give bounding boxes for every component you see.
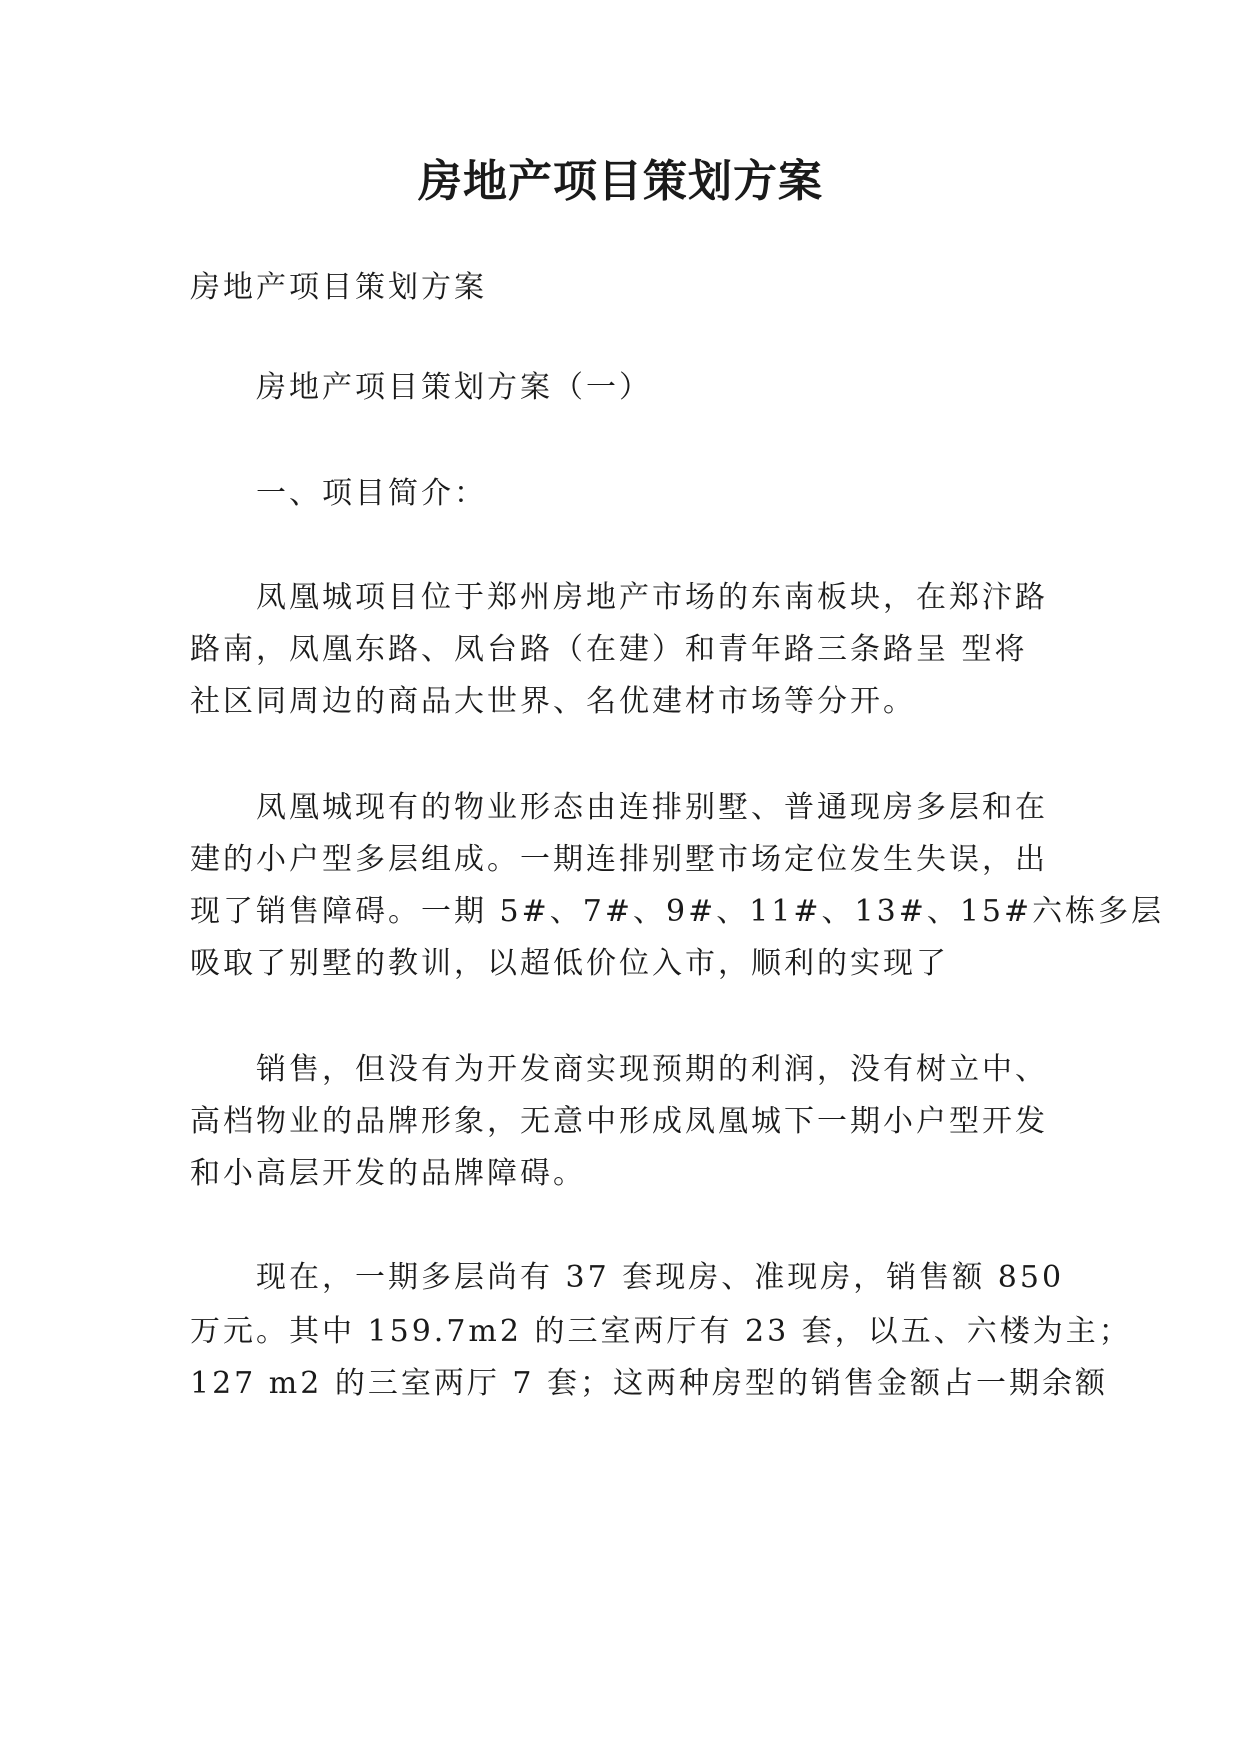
section-heading: 一、项目简介： <box>256 476 487 511</box>
paragraph-line: 现在，一期多层尚有 37 套现房、准现房，销售额 850 <box>256 1260 1065 1295</box>
document-subtitle: 房地产项目策划方案 <box>190 270 487 305</box>
paragraph-line: 凤凰城现有的物业形态由连排别墅、普通现房多层和在 <box>256 790 1048 825</box>
paragraph-line: 现了销售障碍。一期 5#、7#、9#、11#、13#、15#六栋多层 <box>190 894 1165 929</box>
paragraph-line: 127 m2 的三室两厅 7 套；这两种房型的销售金额占一期余额 <box>190 1366 1109 1401</box>
paragraph-line: 万元。其中 159.7m2 的三室两厅有 23 套，以五、六楼为主； <box>190 1314 1132 1349</box>
paragraph-line: 高档物业的品牌形象，无意中形成凤凰城下一期小户型开发 <box>190 1104 1048 1139</box>
paragraph-line: 路南，凤凰东路、凤台路（在建）和青年路三条路呈 型将 <box>190 632 1028 667</box>
document-title: 房地产项目策划方案 <box>418 156 823 207</box>
paragraph-line: 凤凰城项目位于郑州房地产市场的东南板块，在郑汴路 <box>256 580 1048 615</box>
section-title: 房地产项目策划方案（一） <box>256 370 652 405</box>
paragraph-line: 和小高层开发的品牌障碍。 <box>190 1156 586 1191</box>
paragraph-line: 社区同周边的商品大世界、名优建材市场等分开。 <box>190 684 916 719</box>
paragraph-line: 销售，但没有为开发商实现预期的利润，没有树立中、 <box>256 1052 1048 1087</box>
paragraph-line: 建的小户型多层组成。一期连排别墅市场定位发生失误，出 <box>190 842 1048 877</box>
paragraph-line: 吸取了别墅的教训，以超低价位入市，顺利的实现了 <box>190 946 949 981</box>
